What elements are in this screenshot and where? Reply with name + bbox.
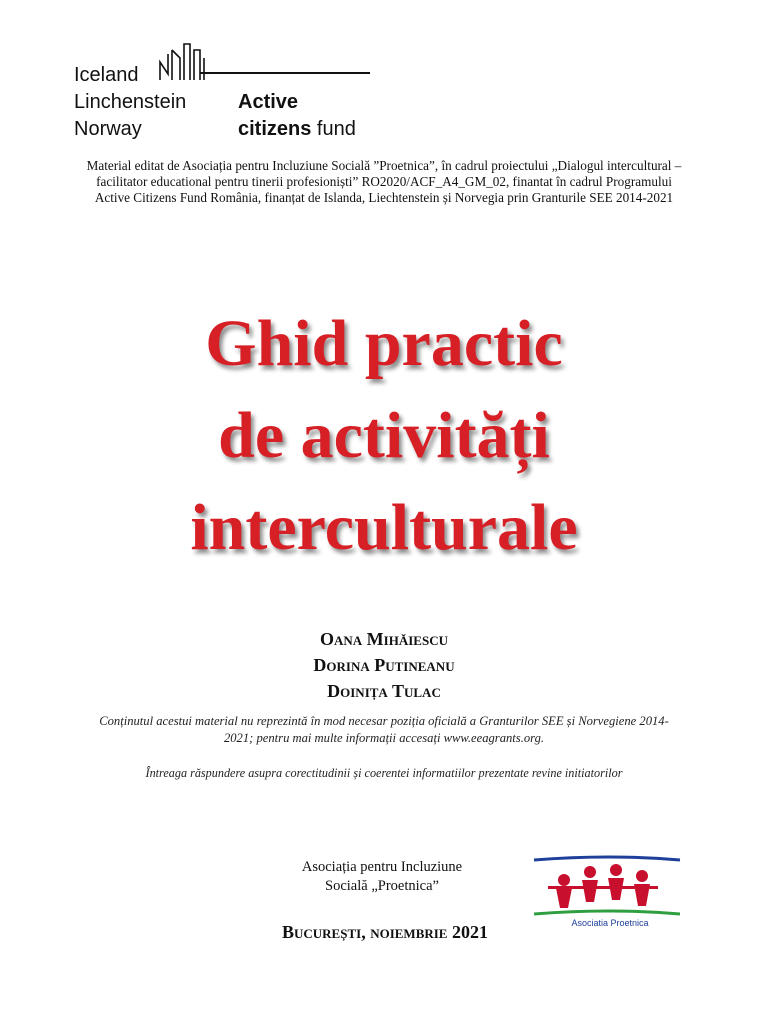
- fund-logo-line: [200, 72, 370, 74]
- title-line-3: interculturale: [190, 491, 578, 564]
- document-title: [40, 298, 728, 574]
- fund-word-citizens: citizens: [238, 118, 312, 140]
- city-and-date: București, noiembrie 2021: [282, 922, 488, 942]
- association-line-1: Asociația pentru Incluziune: [301, 859, 463, 875]
- fund-word-active: Active: [238, 91, 299, 113]
- authors: [184, 626, 584, 704]
- country-norway: Norway: [74, 118, 142, 140]
- title-line-2: de activități: [218, 399, 550, 472]
- disclaimer-official-position: Conținutul acestui material nu reprezintă în mod necesar poziția oficială a Granturilor SEE și Norvegiene 2014-2021; pentru mai multe informații accesați www.eeagrants.org.: [99, 714, 669, 745]
- association-line-2: Socială „Proetnica”: [325, 878, 439, 894]
- author-2: Dorina Putineanu: [313, 655, 455, 675]
- author-1: Oana Mihăiescu: [320, 629, 448, 649]
- intro-paragraph: Material editat de Asociația pentru Incluziune Socială ”Proetnica”, în cadrul proiectului „Dialogul intercultural – facilitator educational pentru tinerii profesioniști” RO2020/ACF_A4_GM_02, finantat în cadrul Programului Active Citizens Fund România, finanțat de Islanda, Liechtenstein și Norvegia prin Granturile SEE 2014-2021: [86, 158, 682, 205]
- fund-word-fund: fund: [316, 118, 356, 140]
- country-iceland: Iceland: [74, 64, 139, 86]
- title-line-1: Ghid practic: [205, 307, 563, 380]
- disclaimer-responsibility: Întreaga răspundere asupra corectitudinii și coerentei informatiilor prezentate revine initiatorilor: [145, 766, 623, 780]
- funder-countries: [74, 62, 186, 143]
- proetnica-logo-label: Asociatia Proetnica: [571, 918, 649, 928]
- people-holding-hands-icon: [530, 850, 690, 920]
- fund-name: [238, 89, 356, 143]
- publisher-association: [262, 858, 502, 896]
- country-liechtenstein: Linchenstein: [74, 91, 187, 113]
- author-3: Doinița Tulac: [327, 681, 441, 701]
